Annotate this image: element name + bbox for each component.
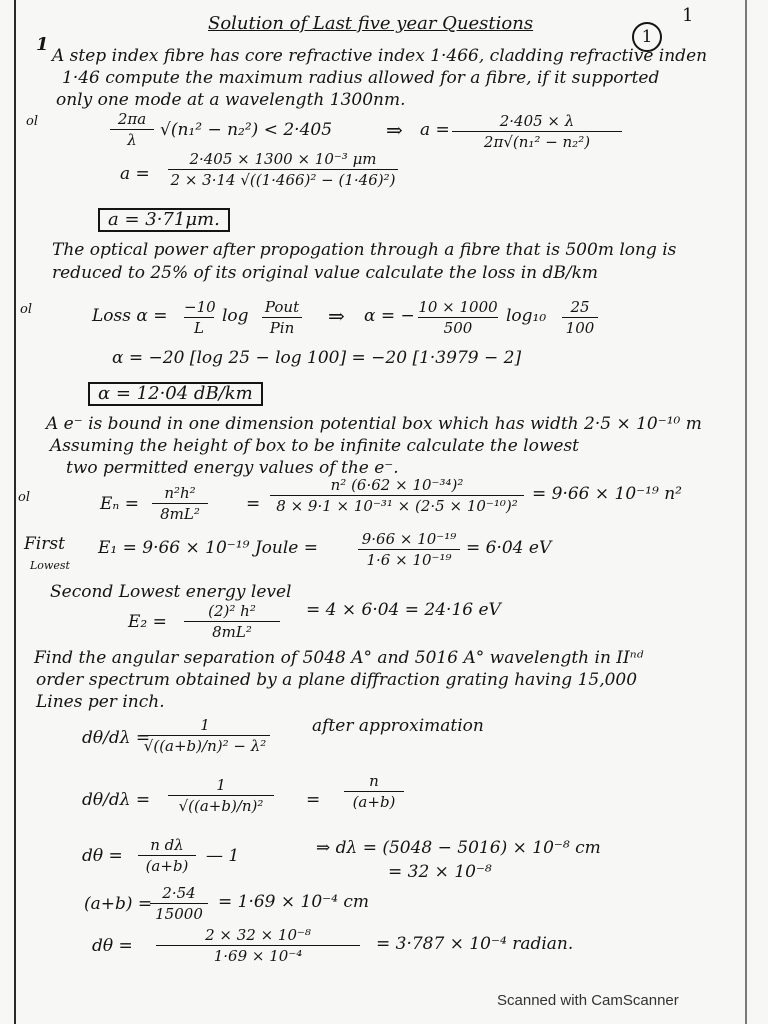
q3-en-lhs: Eₙ =: [100, 494, 139, 514]
q1-condition-denominator: λ: [127, 131, 137, 149]
q1-condition-fraction: [110, 110, 154, 149]
q3-en-denominator: 8mL²: [160, 505, 200, 523]
q2-text-line-2: reduced to 25% of its original value calculate the loss in dB/km: [52, 263, 599, 283]
page-left-edge: [14, 0, 16, 1024]
q2-loss-denominator: L: [194, 319, 204, 337]
q3-lowest-label: Lowest: [30, 559, 70, 572]
q3-e1-numerator: 9·66 × 10⁻¹⁹: [361, 530, 457, 548]
q1-a2-fraction: [168, 150, 398, 189]
q2-arrow: ⇒: [328, 304, 345, 328]
q4-dl-line-1: ⇒ dλ = (5048 − 5016) × 10⁻⁸ cm: [316, 838, 601, 858]
q2-text-line-1: The optical power after propogation through a fibre that is 500m long is: [52, 240, 677, 260]
q4-d2-numerator: 1: [216, 776, 226, 794]
q4-d1-denominator: √((a+b)/n)² − λ²: [143, 737, 267, 755]
q1-text-line-3: only one mode at a wavelength 1300nm.: [56, 90, 406, 110]
q2-loss-numerator: −10: [184, 298, 216, 316]
q4-ab-lhs: (a+b) =: [84, 894, 153, 914]
q1-a-fraction: [452, 112, 622, 151]
q1-condition-rest: √(n₁² − n₂²) < 2·405: [160, 120, 333, 140]
q1-a-denominator: 2π√(n₁² − n₂²): [483, 133, 591, 151]
q3-e1-lhs: E₁ = 9·66 × 10⁻¹⁹ Joule =: [98, 538, 318, 558]
q2-ratio-denominator: 100: [565, 319, 595, 337]
q4-d2-rhs-fraction: [344, 772, 404, 811]
q1-text-line-2: 1·46 compute the maximum radius allowed for a fibre, if it supported: [62, 68, 660, 88]
q1-solution-label: ol: [26, 114, 38, 129]
q3-e2-result: = 4 × 6·04 = 24·16 eV: [306, 600, 501, 620]
q3-e2-lhs: E₂ =: [128, 612, 167, 632]
q3-e1-denominator: 1·6 × 10⁻¹⁹: [366, 551, 452, 569]
q3-en-numerator: n²h²: [164, 484, 196, 502]
q4-d2-denominator: √((a+b)/n)²: [178, 797, 264, 815]
q4-text-line-1: Find the angular separation of 5048 A° and 5016 A° wavelength in IIⁿᵈ: [34, 648, 644, 668]
q3-eq-sign: =: [246, 494, 261, 514]
q1-arrow: ⇒: [386, 118, 403, 142]
q4-ab-result: = 1·69 × 10⁻⁴ cm: [218, 892, 370, 912]
q2-alpha-numerator: 10 × 1000: [418, 298, 498, 316]
q3-en2-numerator: n² (6·62 × 10⁻³⁴)²: [330, 476, 464, 494]
q3-en2-fraction: [270, 476, 524, 515]
q2-ratio-fraction: [562, 298, 598, 337]
q2-loss-log: log: [222, 306, 249, 326]
q2-power-fraction: [262, 298, 302, 337]
q2-ratio-numerator: 25: [570, 298, 590, 316]
q3-text-line-1: A e⁻ is bound in one dimension potential box which has width 2·5 × 10⁻¹⁰ m: [46, 414, 702, 434]
page-number: 1: [632, 22, 662, 52]
q4-dtheta-fraction: [138, 836, 196, 875]
q4-ab-denominator: 15000: [155, 905, 203, 923]
q3-solution-label: ol: [18, 490, 30, 505]
scanner-watermark: Scanned with CamScanner: [497, 992, 679, 1009]
q2-alpha-eq: α = −: [364, 306, 415, 326]
q4-dtheta-tag: — 1: [206, 846, 240, 866]
q2-alpha-fraction: [418, 298, 498, 337]
q4-final-numerator: 2 × 32 × 10⁻⁸: [205, 926, 311, 944]
q3-e2-numerator: (2)² h²: [208, 602, 256, 620]
q4-text-line-3: Lines per inch.: [36, 692, 165, 712]
q1-answer-box: a = 3·71μm.: [98, 208, 230, 232]
q3-text-line-3: two permitted energy values of the e⁻.: [66, 458, 399, 478]
q1-a-lhs: a =: [420, 120, 450, 140]
q2-pout: Pout: [264, 298, 300, 316]
q1-a2-denominator: 2 × 3·14 √((1·466)² − (1·46)²): [170, 171, 396, 189]
corner-mark: 1: [682, 5, 694, 26]
q4-text-line-2: order spectrum obtained by a plane diffraction grating having 15,000: [36, 670, 638, 690]
page-title: Solution of Last five year Questions: [208, 13, 534, 34]
q4-final-result: = 3·787 × 10⁻⁴ radian.: [376, 934, 574, 954]
q2-loss-lhs: Loss α =: [92, 306, 168, 326]
q4-d2-rhs-numerator: n: [369, 772, 379, 790]
q2-answer-box: α = 12·04 dB/km: [88, 382, 263, 406]
q1-a2-lhs: a =: [120, 164, 150, 184]
q1-text-line-1: A step index fibre has core refractive index 1·466, cladding refractive inden: [52, 46, 708, 66]
q2-loss-fraction: [184, 298, 214, 337]
q2-alpha-log: log₁₀: [506, 306, 547, 326]
q3-e2-denominator: 8mL²: [212, 623, 252, 641]
q1-condition-numerator: 2πa: [117, 110, 147, 128]
q4-dl-line-2: = 32 × 10⁻⁸: [388, 862, 492, 882]
q3-en-fraction: [152, 484, 208, 523]
q4-dtheta-denominator: (a+b): [145, 857, 189, 875]
q3-e2-fraction: [184, 602, 280, 641]
q2-pin: Pin: [269, 319, 295, 337]
q1-a2-numerator: 2·405 × 1300 × 10⁻³ μm: [189, 150, 377, 168]
q4-ab-numerator: 2·54: [162, 884, 196, 902]
page-right-edge: [745, 0, 747, 1024]
q2-alpha-denominator: 500: [443, 319, 473, 337]
q4-final-lhs: dθ =: [92, 936, 133, 956]
q3-e1-result: = 6·04 eV: [466, 538, 552, 558]
q4-d1-lhs: dθ/dλ =: [82, 728, 151, 748]
q4-d1-fraction: [140, 716, 270, 755]
q3-e1-fraction: [358, 530, 460, 569]
q4-ab-fraction: [150, 884, 208, 923]
q4-dtheta-lhs: dθ =: [82, 846, 123, 866]
q4-final-denominator: 1·69 × 10⁻⁴: [213, 947, 303, 965]
q4-final-fraction: [156, 926, 360, 965]
q4-d2-fraction: [168, 776, 274, 815]
q3-first-label: First: [24, 534, 65, 554]
q4-dtheta-numerator: n dλ: [150, 836, 184, 854]
q4-after-approximation: after approximation: [312, 716, 484, 736]
q1-a-numerator: 2·405 × λ: [499, 112, 575, 130]
q3-en2-denominator: 8 × 9·1 × 10⁻³¹ × (2·5 × 10⁻¹⁰)²: [276, 497, 518, 515]
q4-d1-numerator: 1: [200, 716, 210, 734]
q2-line-2: α = −20 [log 25 − log 100] = −20 [1·3979 − 2]: [112, 348, 522, 368]
q4-d2-rhs-denominator: (a+b): [352, 793, 396, 811]
q2-solution-label: ol: [20, 302, 32, 317]
q3-text-line-2: Assuming the height of box to be infinite calculate the lowest: [50, 436, 580, 456]
q3-second-label: Second Lowest energy level: [50, 582, 292, 602]
q4-d2-eq: =: [306, 790, 321, 810]
q4-d2-lhs: dθ/dλ =: [82, 790, 151, 810]
q3-en-result: = 9·66 × 10⁻¹⁹ n²: [532, 484, 682, 504]
q1-margin-mark: 1: [36, 34, 49, 55]
